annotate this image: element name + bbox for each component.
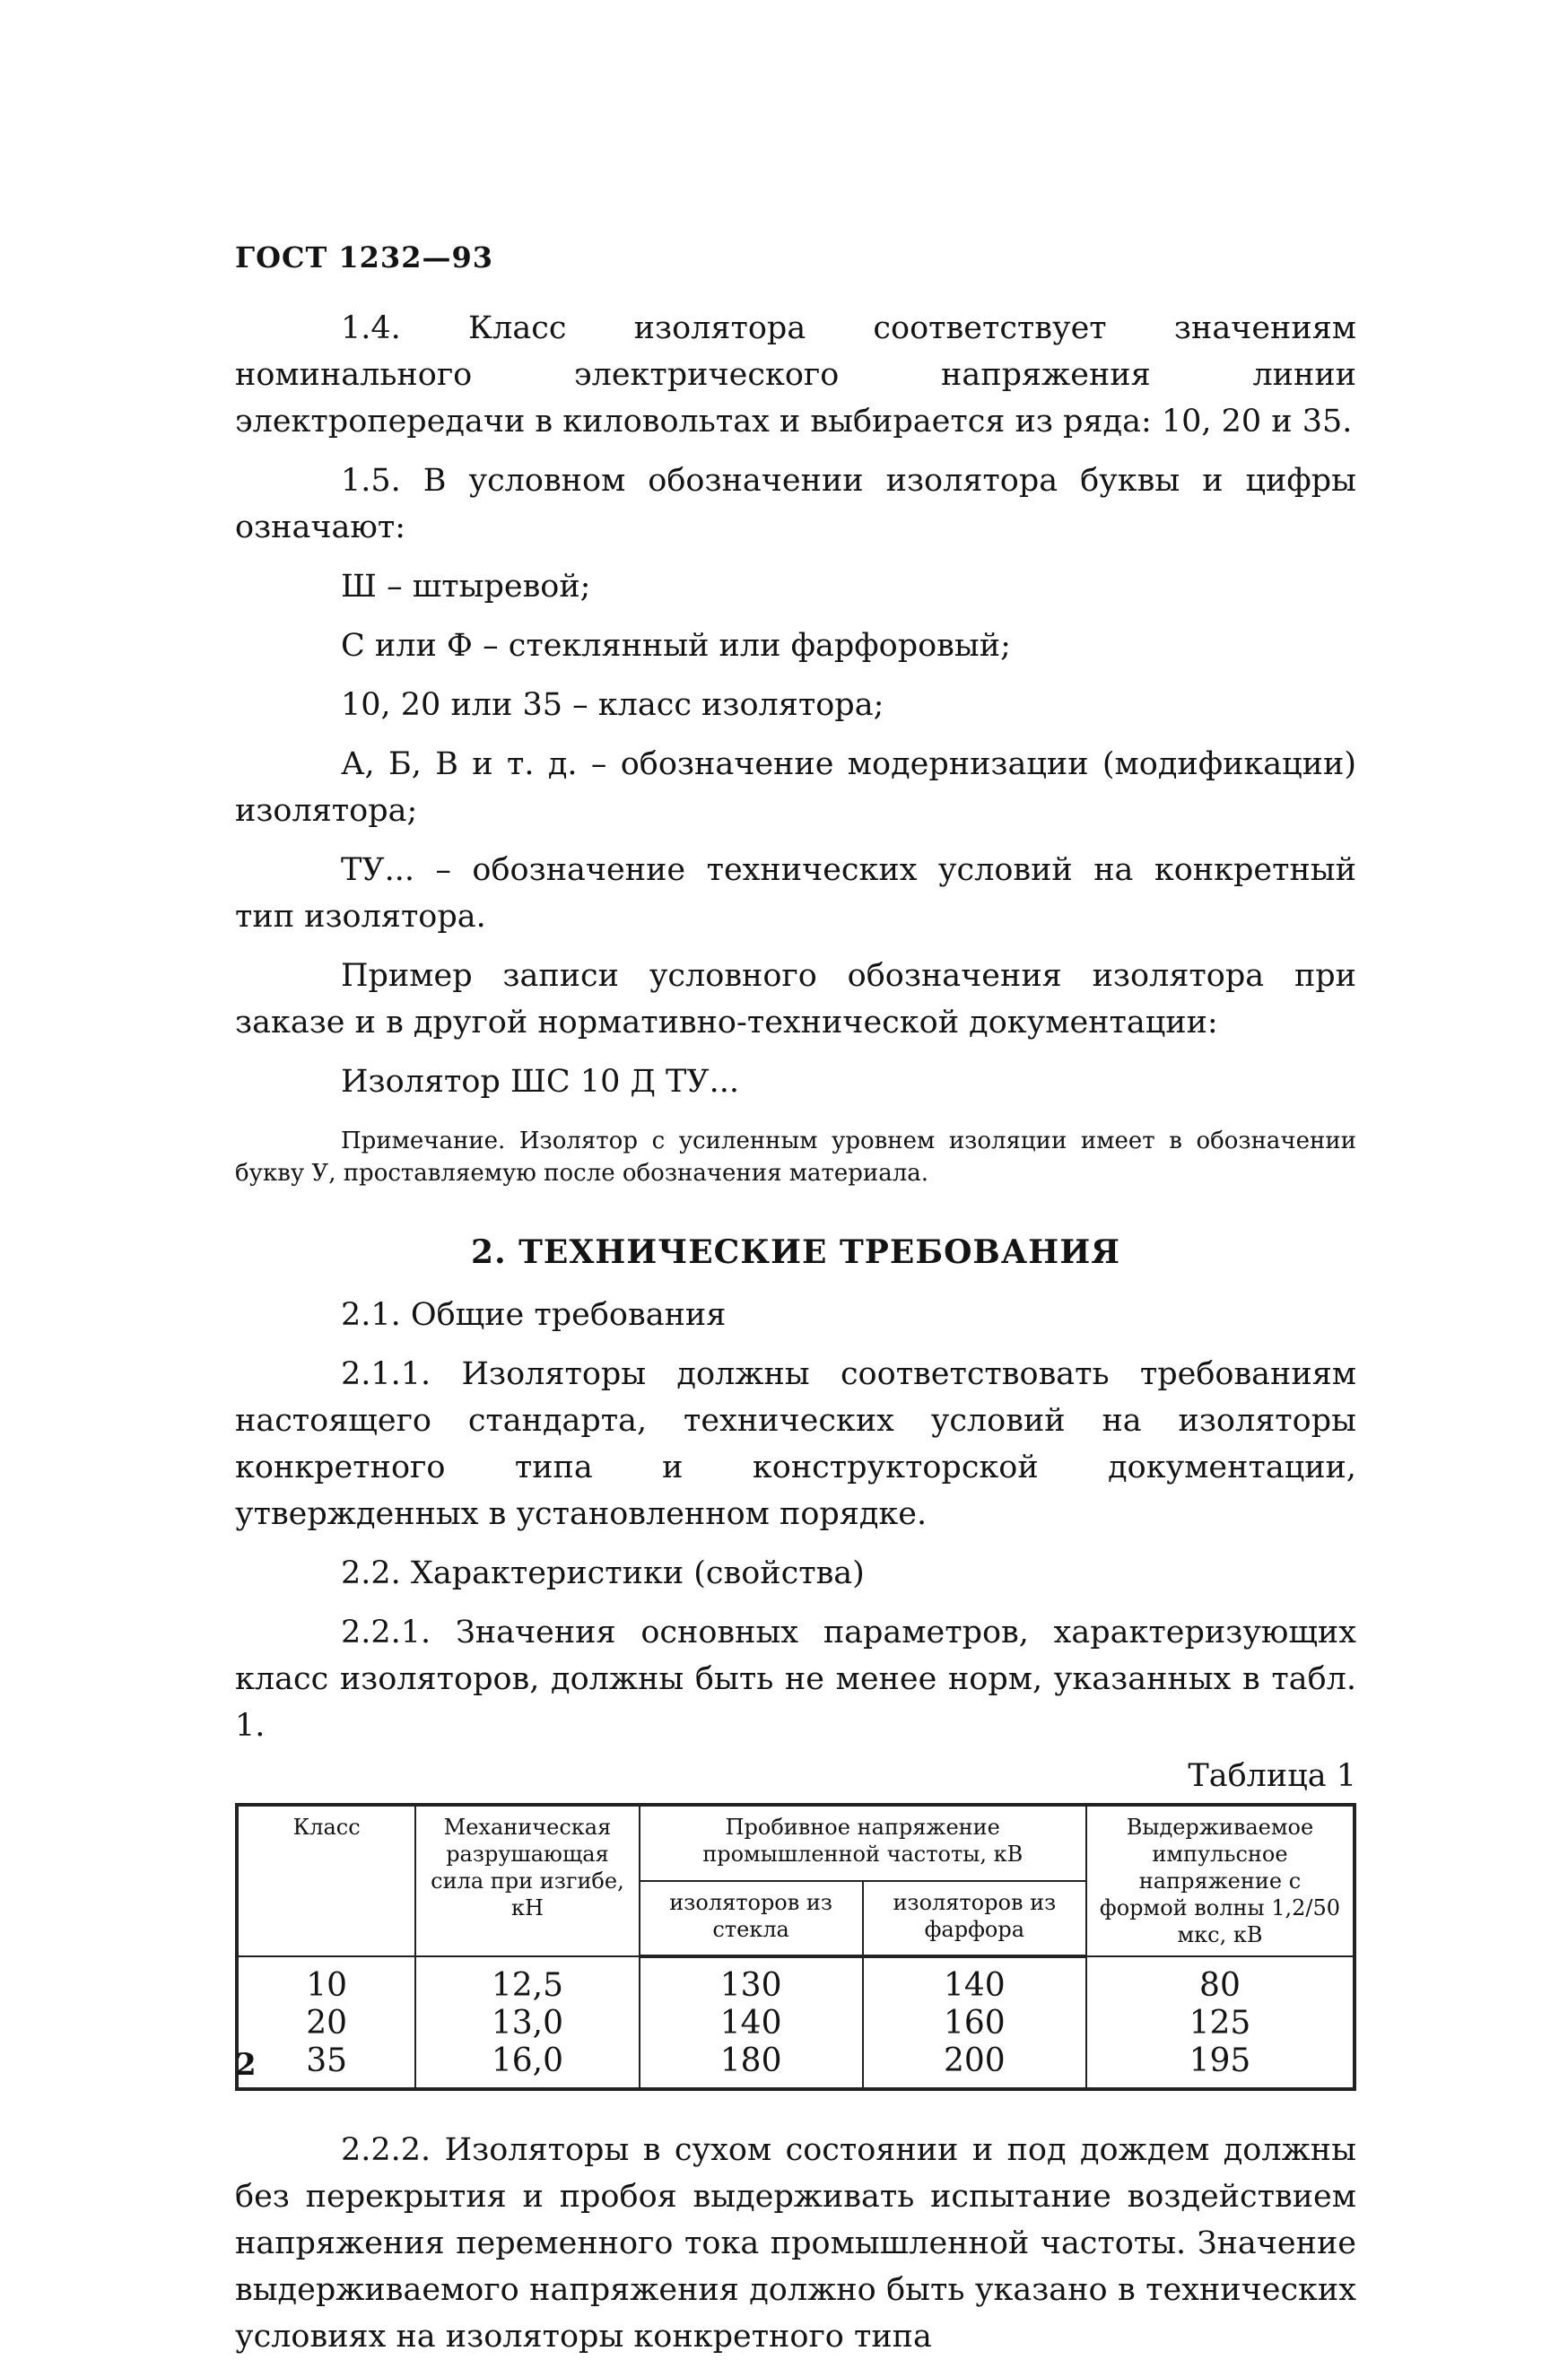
cell-porcelain: 160 bbox=[863, 2005, 1086, 2042]
cell-mech: 12,5 bbox=[415, 1956, 639, 2005]
cell-mech: 16,0 bbox=[415, 2042, 639, 2089]
cell-impulse: 125 bbox=[1086, 2005, 1355, 2042]
cell-porcelain: 200 bbox=[863, 2042, 1086, 2089]
header-breakdown-voltage: Пробивное напряжение промышленной частоты, кВ bbox=[640, 1805, 1086, 1881]
paragraph-1-5: 1.5. В условном обозначении изолятора буквы и цифры означают: bbox=[235, 463, 1356, 545]
paragraph-2-2-2: 2.2.2. Изоляторы в сухом состоянии и под дождем должны без перекрытия и пробоя выдерживать испытание воздействием напряжения переменного тока промышленной частоты. Значение выдерживаемого напряжения должно быть указано в технических условиях на изоляторы конкретного типа bbox=[235, 2132, 1356, 2355]
cell-glass: 140 bbox=[640, 2005, 863, 2042]
document-body bbox=[235, 305, 1356, 2360]
header-impulse-voltage: Выдерживаемое импульсное напряжение с формой волны 1,2/50 мкс, кВ bbox=[1086, 1805, 1355, 1956]
table-row bbox=[237, 1956, 1355, 2005]
header-mech-force: Механическая разрушающая сила при изгибе, кН bbox=[415, 1805, 639, 1956]
header-class: Класс bbox=[237, 1805, 415, 1956]
cell-glass: 130 bbox=[640, 1956, 863, 2005]
list-item: С или Ф – стеклянный или фарфоровый; bbox=[341, 628, 1011, 664]
header-porcelain: изоляторов из фарфора bbox=[863, 1881, 1086, 1957]
page-number: 2 bbox=[235, 2047, 257, 2083]
list-item: Ш – штыревой; bbox=[341, 569, 591, 605]
header-glass: изоляторов из стекла bbox=[640, 1881, 863, 1957]
example-intro: Пример записи условного обозначения изолятора при заказе и в другой нормативно-технической документации: bbox=[235, 958, 1356, 1041]
cell-mech: 13,0 bbox=[415, 2005, 639, 2042]
standard-header: ГОСТ 1232—93 bbox=[235, 240, 493, 274]
cell-class: 10 bbox=[237, 1956, 415, 2005]
cell-class: 20 bbox=[237, 2005, 415, 2042]
table-row bbox=[237, 2005, 1355, 2042]
cell-class: 35 bbox=[237, 2042, 415, 2089]
paragraph-1-4: 1.4. Класс изолятора соответствует значениям номинального электрического напряжения линии электропередачи в киловольтах и выбирается из ряда: 10, 20 и 35. bbox=[235, 310, 1356, 440]
cell-impulse: 195 bbox=[1086, 2042, 1355, 2089]
section-title: 2. ТЕХНИЧЕСКИЕ ТРЕБОВАНИЯ bbox=[471, 1233, 1120, 1271]
cell-porcelain: 140 bbox=[863, 1956, 1086, 2005]
table-row bbox=[237, 2042, 1355, 2089]
paragraph-2-2-1: 2.2.1. Значения основных параметров, характеризующих класс изоляторов, должны быть не менее норм, указанных в табл. 1. bbox=[235, 1615, 1356, 1744]
note: Примечание. Изолятор с усиленным уровнем изоляции имеет в обозначении букву У, проставляемую после обозначения материала. bbox=[235, 1128, 1356, 1187]
table-caption: Таблица 1 bbox=[1188, 1758, 1356, 1794]
cell-impulse: 80 bbox=[1086, 1956, 1355, 2005]
paragraph-2-2: 2.2. Характеристики (свойства) bbox=[341, 1555, 865, 1591]
paragraph-2-1-1: 2.1.1. Изоляторы должны соответствовать требованиям настоящего стандарта, технических условий на изоляторы конкретного типа и конструкторской документации, утвержденных в установленном порядке. bbox=[235, 1356, 1356, 1532]
list-item: А, Б, В и т. д. – обозначение модернизации (модификации) изолятора; bbox=[235, 746, 1356, 829]
list-item: 10, 20 или 35 – класс изолятора; bbox=[341, 687, 884, 723]
cell-glass: 180 bbox=[640, 2042, 863, 2089]
parameters-table bbox=[235, 1803, 1356, 2091]
list-item: ТУ... – обозначение технических условий на конкретный тип изолятора. bbox=[235, 852, 1356, 935]
example-designation: Изолятор ШС 10 Д ТУ... bbox=[341, 1064, 740, 1100]
paragraph-2-1: 2.1. Общие требования bbox=[341, 1297, 727, 1333]
